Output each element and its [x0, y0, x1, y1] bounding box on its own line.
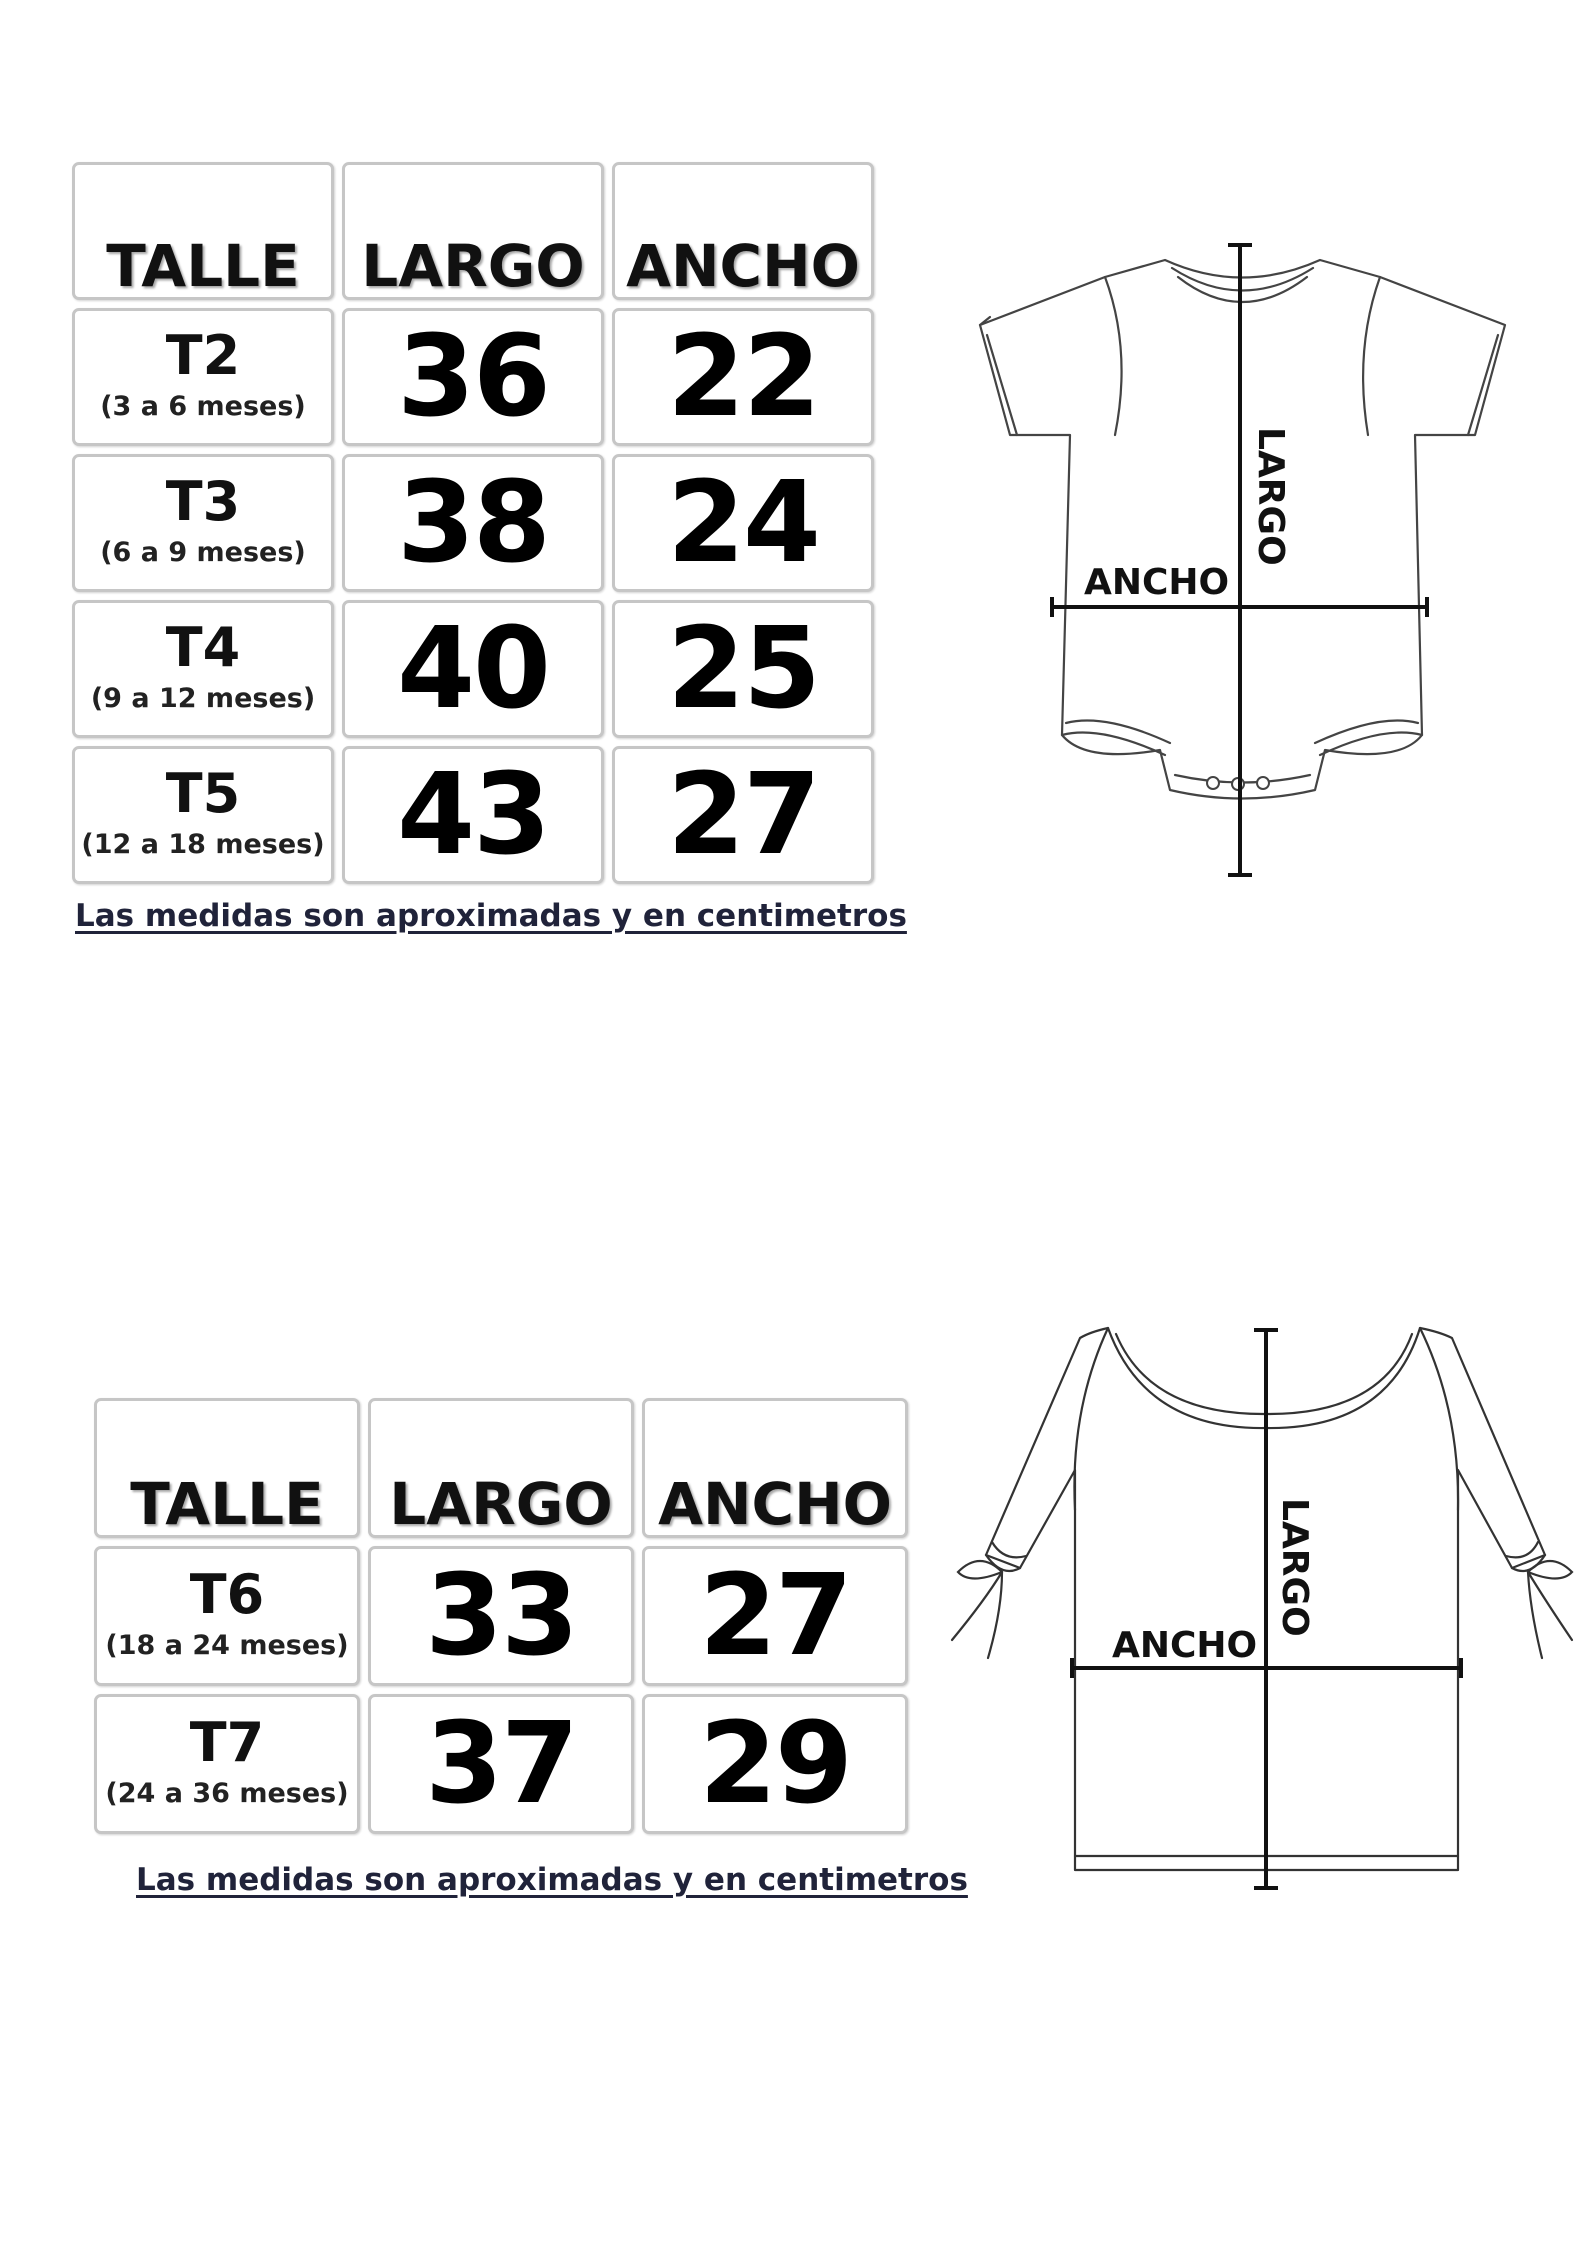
measurement-note: Las medidas son aproximadas y en centimetros: [75, 898, 907, 934]
header-ancho: [642, 1398, 908, 1538]
ancho-cell: [612, 600, 874, 738]
largo-cell: [368, 1546, 634, 1686]
largo-dimension-label: LARGO: [1250, 427, 1291, 566]
ancho-value: 29: [699, 1699, 851, 1829]
header-label: TALLE: [106, 232, 300, 300]
size-table-blouse: [94, 1398, 914, 1838]
size-code: T2: [165, 324, 241, 388]
size-cell: [72, 600, 334, 738]
size-age: (6 a 9 meses): [100, 537, 306, 569]
blouse-diagram: [940, 1310, 1580, 1915]
bodysuit-icon: [960, 235, 1520, 895]
header-talle: [72, 162, 334, 300]
size-cell: [72, 308, 334, 446]
size-cell: [94, 1546, 360, 1686]
header-label: LARGO: [361, 232, 585, 300]
bodysuit-diagram: [960, 235, 1520, 895]
largo-value: 37: [425, 1699, 577, 1829]
largo-cell: [342, 454, 604, 592]
ancho-cell: [642, 1694, 908, 1834]
blouse-icon: [940, 1310, 1580, 1915]
size-cell: [94, 1694, 360, 1834]
header-talle: [94, 1398, 360, 1538]
largo-dimension-label: LARGO: [1274, 1498, 1315, 1637]
header-label: ANCHO: [626, 232, 860, 300]
header-label: ANCHO: [658, 1470, 892, 1538]
header-ancho: [612, 162, 874, 300]
largo-cell: [342, 746, 604, 884]
largo-value: 43: [397, 750, 549, 880]
largo-value: 36: [397, 312, 549, 442]
largo-cell: [368, 1694, 634, 1834]
size-age: (12 a 18 meses): [81, 829, 325, 861]
ancho-value: 25: [667, 604, 819, 734]
size-cell: [72, 454, 334, 592]
largo-cell: [342, 600, 604, 738]
size-code: T3: [165, 470, 241, 534]
ancho-cell: [612, 746, 874, 884]
ancho-value: 27: [667, 750, 819, 880]
size-code: T5: [165, 762, 241, 826]
ancho-value: 27: [699, 1551, 851, 1681]
largo-value: 33: [425, 1551, 577, 1681]
ancho-dimension-label: ANCHO: [1112, 1625, 1258, 1666]
size-cell: [72, 746, 334, 884]
ancho-value: 24: [667, 458, 819, 588]
size-code: T6: [189, 1563, 265, 1627]
size-age: (9 a 12 meses): [90, 683, 316, 715]
header-largo: [342, 162, 604, 300]
ancho-value: 22: [667, 312, 819, 442]
size-age: (24 a 36 meses): [105, 1778, 349, 1810]
largo-cell: [342, 308, 604, 446]
header-largo: [368, 1398, 634, 1538]
header-label: LARGO: [389, 1470, 613, 1538]
ancho-dimension-label: ANCHO: [1084, 562, 1230, 603]
ancho-cell: [612, 308, 874, 446]
size-code: T7: [189, 1711, 265, 1775]
size-table-bodysuit: [72, 162, 882, 882]
largo-value: 38: [397, 458, 549, 588]
measurement-note: Las medidas son aproximadas y en centimetros: [136, 1862, 968, 1898]
size-age: (18 a 24 meses): [105, 1630, 349, 1662]
ancho-cell: [612, 454, 874, 592]
header-label: TALLE: [130, 1470, 324, 1538]
ancho-cell: [642, 1546, 908, 1686]
size-code: T4: [165, 616, 241, 680]
size-age: (3 a 6 meses): [100, 391, 306, 423]
largo-value: 40: [397, 604, 549, 734]
